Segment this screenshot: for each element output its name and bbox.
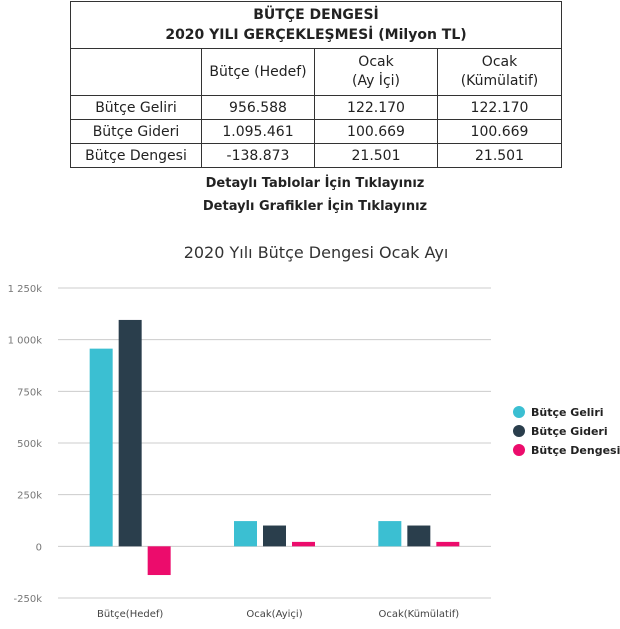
row-label: Bütçe Dengesi [71, 144, 202, 168]
row-label: Bütçe Geliri [71, 96, 202, 120]
row-ay-ici: 122.170 [315, 96, 438, 120]
y-tick-label: 1 250k [7, 284, 42, 295]
x-tick-label: Bütçe(Hedef) [97, 609, 164, 620]
bar [436, 542, 459, 546]
bar [292, 542, 315, 546]
y-tick-label: 500k [17, 439, 42, 450]
bar [119, 320, 142, 546]
row-hedef: -138.873 [202, 144, 315, 168]
table-row [71, 144, 562, 168]
bar [263, 526, 286, 547]
table-row [71, 96, 562, 120]
header-hedef: Bütçe (Hedef) [202, 49, 315, 96]
bar [407, 526, 430, 547]
legend-marker [513, 406, 525, 418]
x-tick-label: Ocak(Kümülatif) [378, 609, 460, 620]
legend-label: Bütçe Geliri [531, 406, 604, 419]
table-title-line1: BÜTÇE DENGESİ [253, 7, 379, 23]
bar [90, 349, 113, 547]
budget-table [70, 1, 562, 168]
legend-label: Bütçe Gideri [531, 425, 608, 438]
row-kumulatif: 100.669 [438, 120, 562, 144]
y-tick-label: 750k [17, 387, 42, 399]
row-ay-ici: 100.669 [315, 120, 438, 144]
bar [234, 521, 257, 546]
detailed-graphs-link[interactable]: Detaylı Grafikler İçin Tıklayınız [202, 199, 428, 214]
header-empty [71, 49, 202, 96]
header-ay-ici-line2: (Ay İçi) [351, 73, 400, 89]
header-ay-ici-line1: Ocak [358, 54, 394, 70]
row-label: Bütçe Gideri [71, 120, 202, 144]
detailed-tables-link[interactable]: Detaylı Tablolar İçin Tıklayınız [205, 176, 425, 191]
x-tick-label: Ocak(Ayiçi) [246, 609, 303, 620]
bar [148, 546, 171, 575]
header-kumulatif-line2: (Kümülatif) [460, 73, 539, 89]
legend-label: Bütçe Dengesi [531, 444, 620, 457]
header-kumulatif [438, 49, 562, 96]
y-tick-label: 0 [35, 542, 42, 554]
y-tick-label: -250k [13, 594, 42, 605]
table-title-line2: 2020 YILI GERÇEKLEŞMESİ (Milyon TL) [165, 27, 467, 43]
budget-chart [0, 230, 620, 629]
header-kumulatif-line1: Ocak [481, 54, 518, 70]
table-row [71, 120, 562, 144]
row-ay-ici: 21.501 [315, 144, 438, 168]
y-tick-label: 1 000k [7, 335, 42, 347]
row-hedef: 1.095.461 [202, 120, 315, 144]
row-hedef: 956.588 [202, 96, 315, 120]
row-kumulatif: 21.501 [438, 144, 562, 168]
y-tick-label: 250k [17, 490, 42, 502]
legend-marker [513, 444, 525, 456]
chart-title: 2020 Yılı Bütçe Dengesi Ocak Ayı [183, 243, 449, 262]
table-title [71, 2, 562, 49]
table-header-row [71, 49, 562, 96]
bar [378, 521, 401, 546]
row-kumulatif: 122.170 [438, 96, 562, 120]
legend-marker [513, 425, 525, 437]
header-ay-ici [315, 49, 438, 96]
